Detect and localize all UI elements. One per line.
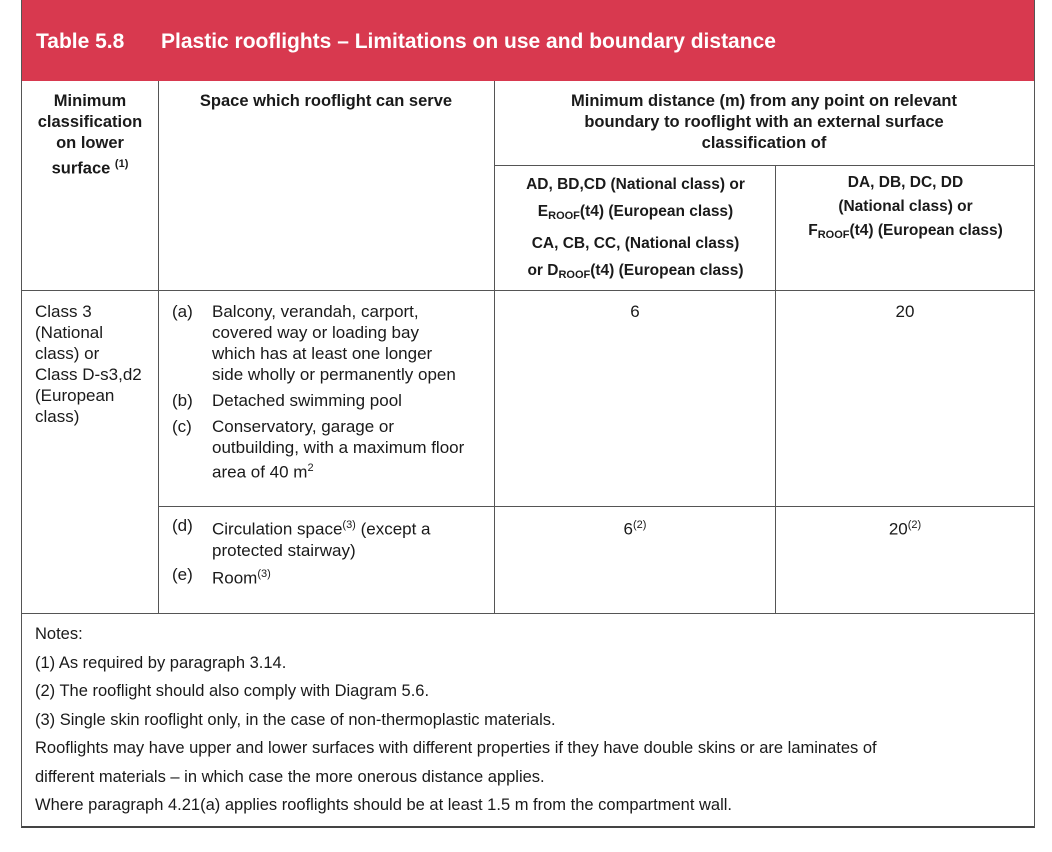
table-title: Plastic rooflights – Limitations on use and boundary distance — [161, 30, 776, 53]
header-min-classification: Minimum classification on lower surface $^{(1)}$ — [37, 92, 143, 178]
subheader-class-a: AD, BD,CD (National class) or EROOF(t4) (European class) CA, CB, CC, (National class) or DROOF(t4) (European class) — [526, 176, 745, 281]
list-item: (b) Detached swimming pool — [172, 391, 402, 410]
note-line: Where paragraph 4.21(a) applies rooflights should be at least 1.5 m from the compartment wall. — [35, 796, 733, 814]
note-line: Rooflights may have upper and lower surfaces with different properties if they have double skins or are laminates of — [35, 739, 877, 757]
divider — [494, 165, 1034, 166]
notes-heading: Notes: — [35, 625, 83, 643]
divider — [158, 506, 1034, 507]
header-min-distance: Minimum distance (m) from any point on relevant boundary to rooflight with an external surface classification of — [571, 92, 957, 152]
rooflight-table — [21, 0, 1035, 828]
divider — [775, 165, 776, 613]
list-item: (d) Circulation space$^{(3)}$ (except a protected stairway) — [172, 516, 431, 560]
divider — [22, 290, 1034, 291]
divider — [158, 81, 159, 613]
table-title-bar — [22, 0, 1034, 81]
list-item: (a) Balcony, verandah, carport, covered way or loading bay which has at least one longer side wholly or permanently open — [172, 302, 456, 384]
note-line: (3) Single skin rooflight only, in the case of non-thermoplastic materials. — [35, 710, 556, 729]
notes-section — [35, 620, 1025, 820]
divider — [22, 613, 1034, 614]
header-space-served: Space which rooflight can serve — [199, 92, 453, 110]
list-item: (c) Conservatory, garage or outbuilding, with a maximum floor area of 40 $m^2$ — [172, 417, 465, 482]
note-line: different materials – in which case the more onerous distance applies. — [35, 767, 545, 786]
distance-value: 6$^{(2)}$ — [623, 519, 647, 539]
note-line: (1) As required by paragraph 3.14. — [35, 653, 287, 672]
classification-cell: Class 3 (National class) or Class D-s3,d2 (European class) — [35, 302, 142, 426]
table-number: Table 5.8 — [36, 30, 125, 53]
distance-value: 20$^{(2)}$ — [888, 519, 922, 539]
note-line: (2) The rooflight should also comply with Diagram 5.6. — [35, 682, 430, 700]
subheader-class-b: DA, DB, DC, DD (National class) or FROOF(t4) (European class) — [808, 174, 1003, 241]
list-item: (e) Room$^{(3)}$ — [172, 565, 271, 588]
distance-value: 20 — [895, 302, 915, 321]
distance-value: 6 — [630, 302, 640, 321]
